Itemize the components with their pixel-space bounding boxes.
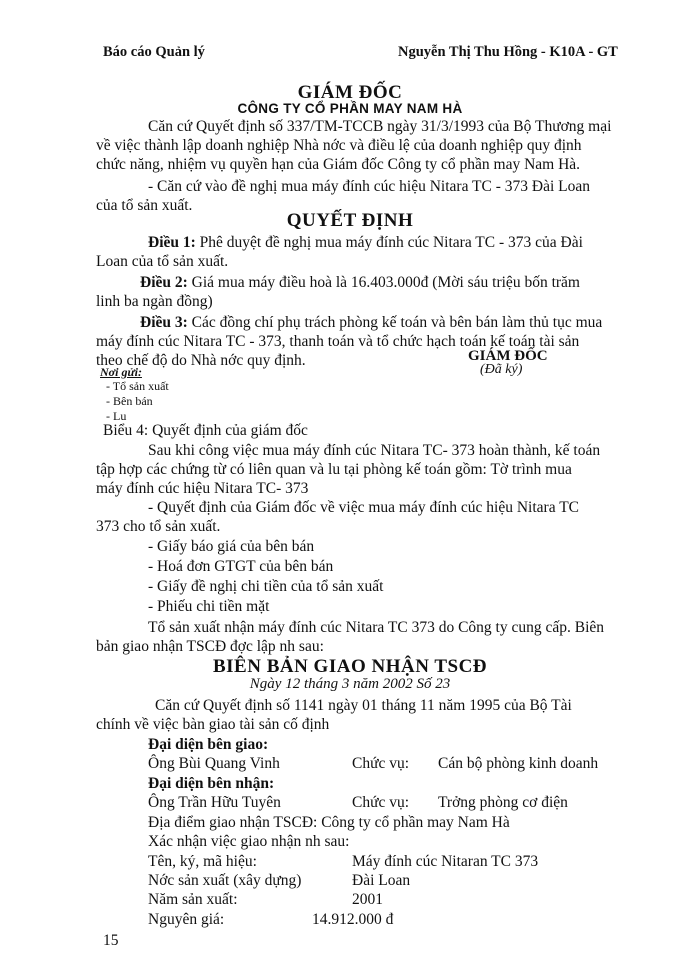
asset-cost-label: Nguyên giá: [148, 911, 225, 928]
paragraph-line: Sau khi công việc mua máy đính cúc Nitara TC- 373 hoàn thành, kế toán [148, 442, 601, 459]
giver-label: Đại diện bên giao: [148, 736, 269, 753]
signature-title: GIÁM ĐỐC [468, 348, 548, 364]
giver-name: Ông Bùi Quang Vinh [148, 755, 280, 772]
article-1-text: Phê duyệt đề nghị mua máy đính cúc Nitara TC - 373 của Đài [195, 234, 583, 251]
list-item: - Giấy đề nghị chi tiền của tổ sản xuất [148, 578, 384, 595]
asset-name-value: Máy đính cúc Nitaran TC 373 [352, 853, 539, 870]
paragraph-line: Tổ sản xuất nhận máy đính cúc Nitara TC 373 do Công ty cung cấp. Biên [148, 619, 605, 636]
paragraph-line: tập hợp các chứng từ có liên quan và lu tại phòng kế toán gồm: Tờ trình mua [96, 461, 572, 478]
list-item: - Giấy báo giá của bên bán [148, 538, 315, 555]
paragraph-line: máy đính cúc hiệu Nitara TC- 373 [96, 480, 309, 497]
figure-caption: Biểu 4: Quyết định của giám đốc [103, 422, 308, 439]
preamble-line: - Căn cứ vào đề nghị mua máy đính cúc hiệu Nitara TC - 373 Đài Loan [148, 178, 590, 195]
asset-name-label: Tên, ký, mã hiệu: [148, 853, 257, 870]
page-number: 15 [103, 932, 119, 949]
article-2-label: Điều 2: [140, 274, 188, 291]
asset-cost-value: 14.912.000 đ [312, 911, 394, 928]
list-item: - Phiếu chi tiền mặt [148, 598, 270, 615]
preamble-line: về việc thành lập doanh nghiệp Nhà nớc và điều lệ của doanh nghiệp quy định [96, 137, 582, 154]
receiver-label: Đại diện bên nhận: [148, 775, 275, 792]
recipients-label: Nơi gửi: [100, 365, 142, 379]
header-left: Báo cáo Quản lý [103, 44, 205, 60]
header-right: Nguyễn Thị Thu Hồng - K10A - GT [398, 44, 618, 60]
article-3 [140, 314, 602, 332]
asset-origin-value: Đài Loan [352, 872, 411, 889]
paragraph-line: - Quyết định của Giám đốc về việc mua máy đính cúc hiệu Nitara TC [148, 499, 579, 516]
article-2-cont: linh ba ngàn đồng) [96, 293, 213, 310]
issuer-title: GIÁM ĐỐC [297, 82, 403, 103]
asset-year-value: 2001 [352, 891, 383, 908]
article-3-cont: máy đính cúc Nitara TC - 373, thanh toán và tổ chức hạch toán kế toán tài sản [96, 333, 580, 350]
asset-year-label: Năm sản xuất: [148, 891, 238, 908]
article-2 [140, 274, 580, 292]
signature-note: (Đã ký) [480, 362, 523, 377]
recipient-item: - Bên bán [106, 394, 153, 408]
recipient-item: - Lu [106, 409, 127, 423]
decision-heading: QUYẾT ĐỊNH [286, 210, 414, 231]
receiver-role-label: Chức vụ: [352, 794, 410, 811]
asset-origin-label: Nớc sản xuất (xây dựng) [148, 872, 302, 889]
preamble-line: chức năng, nhiệm vụ quyền hạn của Giám đốc Công ty cổ phần may Nam Hà. [96, 156, 581, 173]
giver-role: Cán bộ phòng kinh doanh [438, 755, 599, 772]
minutes-basis: chính về việc bàn giao tài sản cố định [96, 716, 330, 733]
receiver-role: Trởng phòng cơ điện [438, 794, 568, 811]
article-3-label: Điều 3: [140, 314, 188, 331]
paragraph-line: 373 cho tổ sản xuất. [96, 518, 221, 535]
handover-confirm: Xác nhận việc giao nhận nh sau: [148, 833, 350, 850]
handover-location: Địa điểm giao nhận TSCĐ: Công ty cổ phần may Nam Hà [148, 814, 510, 831]
article-3-text: Các đồng chí phụ trách phòng kế toán và bên bán làm thủ tục mua [187, 314, 603, 331]
preamble-line: Căn cứ Quyết định số 337/TM-TCCB ngày 31/3/1993 của Bộ Thương mại [148, 118, 612, 135]
minutes-date: Ngày 12 tháng 3 năm 2002 Số 23 [249, 676, 451, 692]
company-name: CÔNG TY CỔ PHẦN MAY NAM HÀ [237, 101, 463, 116]
preamble-line: của tổ sản xuất. [96, 197, 193, 214]
article-1-cont: Loan của tổ sản xuất. [96, 253, 229, 270]
article-1 [148, 234, 583, 252]
list-item: - Hoá đơn GTGT của bên bán [148, 558, 334, 575]
article-3-cont: theo chế độ do Nhà nớc quy định. [96, 352, 306, 369]
article-1-label: Điều 1: [148, 234, 196, 251]
receiver-name: Ông Trần Hữu Tuyên [148, 794, 281, 811]
article-2-text: Giá mua máy điều hoà là 16.403.000đ (Mời sáu triệu bốn trăm [187, 274, 580, 291]
recipient-item: - Tổ sản xuất [106, 379, 169, 393]
paragraph-line: bản giao nhận TSCĐ đợc lập nh sau: [96, 638, 324, 655]
giver-role-label: Chức vụ: [352, 755, 410, 772]
minutes-basis: Căn cứ Quyết định số 1141 ngày 01 tháng 11 năm 1995 của Bộ Tài [155, 697, 572, 714]
minutes-title: BIÊN BẢN GIAO NHẬN TSCĐ [212, 656, 488, 677]
